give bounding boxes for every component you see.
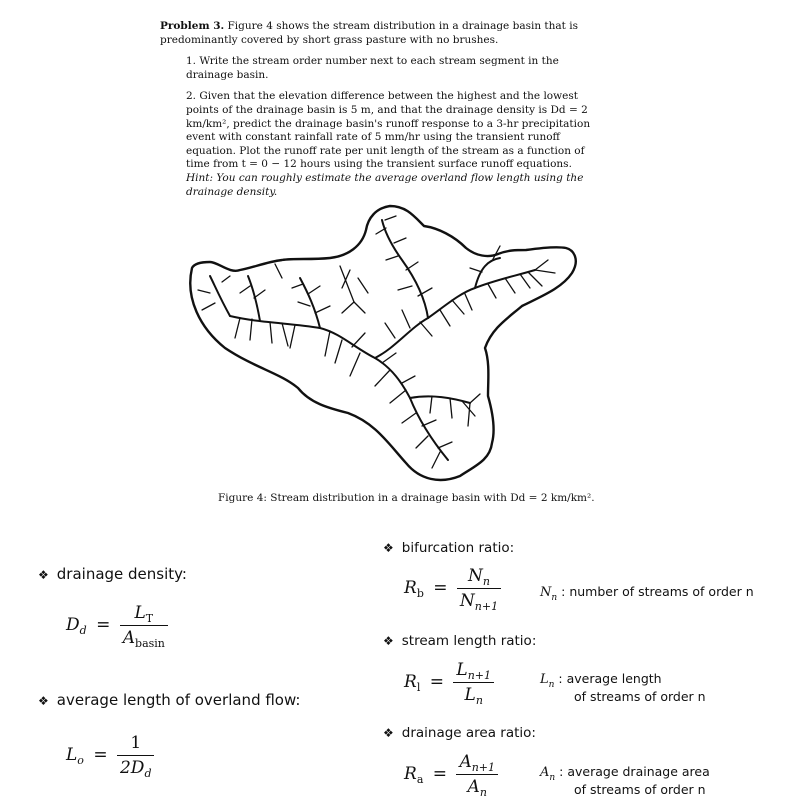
drainage-density-heading: [38, 565, 187, 583]
description-subscript: n: [551, 593, 558, 603]
problem-item-2: [186, 90, 600, 199]
problem-intro-text: Figure 4 shows the stream distribution in a drainage basin that is predominantly covered by short grass pasture with no brushes.: [160, 20, 578, 46]
denominator-symbol: 2D: [119, 758, 145, 778]
drainage-area-label: drainage area ratio:: [401, 725, 536, 741]
denominator-symbol: N: [459, 591, 475, 611]
formula-subscript: o: [77, 754, 84, 767]
basin-outline: [190, 206, 576, 480]
description-line-1: : average drainage area: [559, 764, 710, 779]
problem-intro: [160, 20, 600, 47]
formula-subscript: a: [416, 773, 424, 786]
stream-length-heading: [383, 633, 536, 649]
drainage-area-formula: $R_a$ = $\frac{A_{n+1}}{A_n}$: [404, 752, 498, 797]
bifurcation-description: [540, 584, 754, 602]
numerator-symbol: A: [459, 752, 472, 772]
formula-symbol: L: [66, 745, 78, 765]
problem-item-1: [186, 55, 600, 82]
denominator-subscript: n: [475, 694, 483, 707]
stream-length-formula: $R_l$ = $\frac{L_{n+1}}{L_n}$: [404, 660, 494, 705]
overland-flow-label: average length of overland flow:: [56, 691, 301, 709]
formula-subscript: b: [416, 587, 424, 600]
drainage-density-fraction: [120, 603, 168, 648]
description-line-2: of streams of order n: [574, 782, 706, 797]
figure-caption: Figure 4: Stream distribution in a drainage basin with Dd = 2 km/km².: [218, 492, 595, 504]
item-number: 1.: [186, 55, 197, 68]
bullet-icon: ❖: [383, 726, 394, 740]
denominator-subscript: basin: [135, 637, 165, 650]
description-symbol: L: [540, 672, 549, 687]
numerator-symbol: L: [456, 660, 468, 680]
item-text: Given that the elevation difference between the highest and the lowest points of the drainage basin is 5 m, and that the drainage density is Dd = 2 km/km², predict the drainage basin's runoff response to a 3-hr precipitation event with constant rainfall rate of 5 mm/hr using the transient runoff equation. Plot the runoff rate per unit length of the stream as a function of time from t = 0 − 12 hours using the transient surface runoff equations.: [186, 90, 591, 171]
bifurcation-heading: [383, 540, 514, 556]
problem-statement: [160, 20, 600, 207]
bifurcation-fraction: [457, 566, 501, 611]
numerator-subscript: n+1: [471, 761, 496, 774]
bifurcation-label: bifurcation ratio:: [401, 540, 515, 556]
denominator-subscript: n: [479, 786, 487, 799]
description-line-1: : number of streams of order n: [561, 584, 754, 599]
drainage-basin-figure: [170, 198, 590, 484]
bullet-icon: ❖: [38, 568, 49, 582]
bifurcation-formula: $R_b$ = $\frac{N_n}{N_{n+1}}$: [404, 566, 501, 611]
bullet-icon: ❖: [383, 634, 394, 648]
bullet-icon: ❖: [383, 541, 394, 555]
overland-flow-heading: [38, 691, 300, 709]
formula-symbol: D: [66, 615, 80, 635]
numerator-symbol: N: [468, 566, 483, 586]
item-number: 2.: [186, 90, 197, 103]
description-symbol: N: [540, 585, 552, 600]
description-symbol: A: [540, 765, 550, 780]
numerator-symbol: L: [134, 603, 146, 623]
formula-subscript: d: [79, 624, 87, 637]
item-text: Write the stream order number next to each stream segment in the drainage basin.: [186, 55, 559, 81]
description-line-2: of streams of order n: [574, 689, 706, 704]
formula-symbol: R: [404, 578, 417, 598]
denominator-subscript: n+1: [474, 600, 499, 613]
overland-flow-fraction: [117, 733, 155, 778]
description-subscript: n: [548, 680, 555, 690]
numerator-subscript: n: [482, 575, 490, 588]
problem-title: Problem 3.: [160, 20, 225, 32]
drainage-density-label: drainage density:: [56, 565, 187, 583]
formula-symbol: R: [404, 672, 417, 692]
stream-length-fraction: [453, 660, 494, 705]
description-subscript: n: [549, 773, 556, 783]
formula-subscript: l: [416, 681, 421, 694]
overland-flow-formula: $L_o$ = $\frac{1}{2D_d}$: [66, 733, 154, 778]
numerator-subscript: T: [145, 612, 154, 625]
denominator-symbol: L: [464, 685, 476, 705]
drainage-density-formula: $D_d$ = $\frac{L_T}{A_{basin}}$: [66, 603, 168, 648]
formula-symbol: R: [404, 764, 417, 784]
numerator-subscript: n+1: [467, 669, 492, 682]
denominator-symbol: A: [122, 628, 136, 648]
denominator-symbol: A: [467, 777, 480, 797]
stream-length-label: stream length ratio:: [401, 633, 537, 649]
drainage-area-fraction: [456, 752, 498, 797]
item-hint: Hint: You can roughly estimate the average overland flow length using the drainage density.: [186, 171, 584, 198]
drainage-area-heading: [383, 725, 536, 741]
numerator-value: 1: [130, 733, 142, 753]
description-line-1: : average length: [558, 671, 662, 686]
bullet-icon: ❖: [38, 694, 49, 708]
stream-length-description: [540, 671, 706, 705]
drainage-area-description: [540, 764, 710, 798]
denominator-subscript: d: [144, 767, 152, 780]
